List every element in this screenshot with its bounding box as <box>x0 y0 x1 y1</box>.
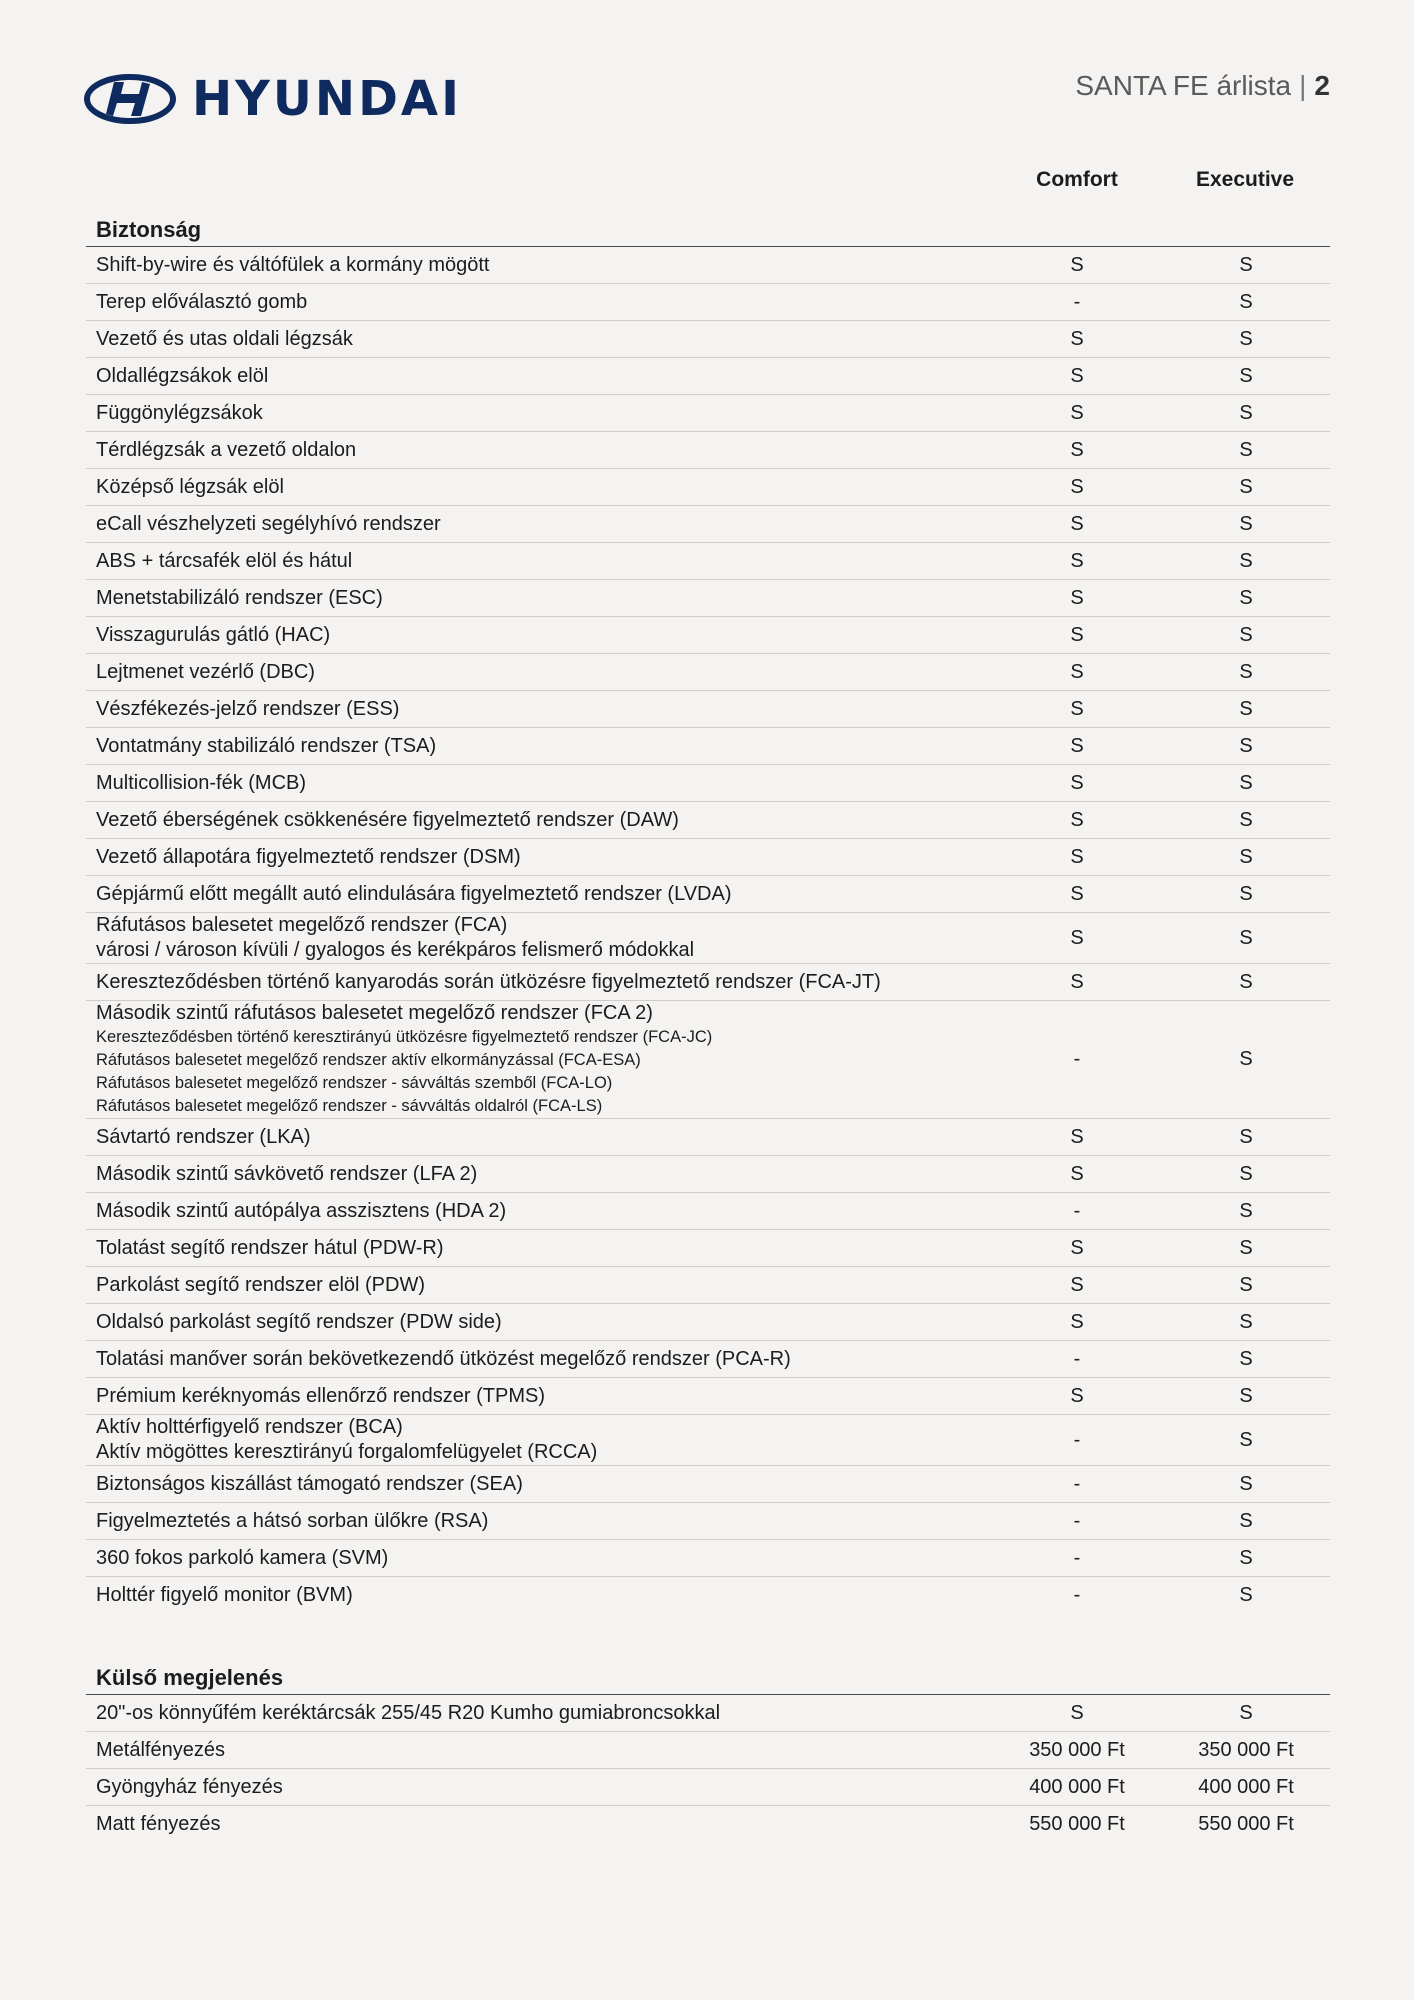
page-header <box>1075 70 1330 102</box>
feature-label: Aktív holttérfigyelő rendszer (BCA) <box>96 1416 403 1439</box>
feature-cell <box>86 913 992 964</box>
comfort-value: S <box>992 765 1162 802</box>
feature-cell <box>86 1732 992 1769</box>
feature-label: 360 fokos parkoló kamera (SVM) <box>96 1546 389 1569</box>
executive-value: S <box>1162 839 1330 876</box>
feature-label: Figyelmeztetés a hátsó sorban ülőkre (RSA) <box>96 1509 489 1532</box>
executive-value: S <box>1162 1001 1330 1119</box>
feature-label: Ráfutásos balesetet megelőző rendszer (FCA) <box>96 914 508 936</box>
table-row <box>86 1577 1330 1614</box>
header-separator: | <box>1299 70 1307 101</box>
feature-cell <box>86 1540 992 1577</box>
feature-cell <box>86 358 992 395</box>
executive-value: S <box>1162 1304 1330 1341</box>
feature-cell <box>86 691 992 728</box>
feature-label: Vezető állapotára figyelmeztető rendszer (DSM) <box>96 845 521 868</box>
comfort-value: S <box>992 543 1162 580</box>
feature-cell <box>86 728 992 765</box>
comfort-value: S <box>992 247 1162 284</box>
table-row <box>86 432 1330 469</box>
table-row <box>86 1193 1330 1230</box>
executive-value: S <box>1162 1378 1330 1415</box>
feature-cell <box>86 839 992 876</box>
table-row <box>86 1415 1330 1466</box>
feature-cell <box>86 580 992 617</box>
executive-value: S <box>1162 1230 1330 1267</box>
table-row <box>86 839 1330 876</box>
comfort-value: S <box>992 395 1162 432</box>
feature-sublabel: Ráfutásos balesetet megelőző rendszer - sávváltás oldalról (FCA-LS) <box>96 1097 603 1116</box>
table-row <box>86 247 1330 284</box>
table-row <box>86 1540 1330 1577</box>
comfort-value: S <box>992 1230 1162 1267</box>
feature-cell <box>86 1503 992 1540</box>
feature-label: Második szintű sávkövető rendszer (LFA 2) <box>96 1162 478 1185</box>
comfort-value: S <box>992 876 1162 913</box>
exterior-table <box>86 1653 1330 1842</box>
comfort-value: S <box>992 1156 1162 1193</box>
feature-cell <box>86 1341 992 1378</box>
comfort-value: S <box>992 617 1162 654</box>
comfort-value: S <box>992 1304 1162 1341</box>
comfort-value: S <box>992 432 1162 469</box>
feature-label: Matt fényezés <box>96 1812 221 1835</box>
executive-value: S <box>1162 1540 1330 1577</box>
feature-cell <box>86 1577 992 1614</box>
feature-label: Vezető éberségének csökkenésére figyelmeztető rendszer (DAW) <box>96 808 679 831</box>
executive-value: S <box>1162 876 1330 913</box>
feature-cell <box>86 1193 992 1230</box>
comfort-value: - <box>992 1466 1162 1503</box>
comfort-value: S <box>992 358 1162 395</box>
feature-cell <box>86 964 992 1001</box>
executive-value: S <box>1162 802 1330 839</box>
comfort-value: - <box>992 1001 1162 1119</box>
feature-label: Tolatást segítő rendszer hátul (PDW-R) <box>96 1236 444 1259</box>
feature-label: Lejtmenet vezérlő (DBC) <box>96 660 315 683</box>
hyundai-emblem-icon <box>84 74 176 124</box>
executive-value: S <box>1162 1695 1330 1732</box>
table-row <box>86 728 1330 765</box>
table-row <box>86 617 1330 654</box>
table-row <box>86 1503 1330 1540</box>
comfort-value: S <box>992 839 1162 876</box>
document-title: SANTA FE árlista <box>1075 70 1292 101</box>
feature-label-line2: Aktív mögöttes keresztirányú forgalomfelügyelet (RCCA) <box>96 1441 598 1464</box>
executive-value: S <box>1162 765 1330 802</box>
comfort-value: - <box>1073 1583 1081 1606</box>
comfort-value: - <box>992 284 1162 321</box>
feature-label: ABS + tárcsafék elöl és hátul <box>96 549 353 572</box>
executive-value: S <box>1162 1267 1330 1304</box>
feature-label: Parkolást segítő rendszer elöl (PDW) <box>96 1273 426 1296</box>
feature-cell <box>86 432 992 469</box>
table-row <box>86 1378 1330 1415</box>
feature-label: Gépjármű előtt megállt autó elindulására figyelmeztető rendszer (LVDA) <box>96 882 732 905</box>
executive-value: S <box>1162 1119 1330 1156</box>
feature-cell <box>86 321 992 358</box>
feature-cell <box>86 1267 992 1304</box>
comfort-value: S <box>992 691 1162 728</box>
feature-cell <box>86 1378 992 1415</box>
executive-value: S <box>1162 617 1330 654</box>
comfort-value: - <box>992 1415 1162 1466</box>
comfort-value: S <box>992 654 1162 691</box>
table-row <box>86 1466 1330 1503</box>
table-row <box>86 964 1330 1001</box>
executive-value: S <box>1162 1503 1330 1540</box>
executive-value: S <box>1162 913 1330 964</box>
table-row <box>86 543 1330 580</box>
table-row <box>86 506 1330 543</box>
feature-sublabel: Ráfutásos balesetet megelőző rendszer aktív elkormányzással (FCA-ESA) <box>96 1051 641 1070</box>
feature-label: Sávtartó rendszer (LKA) <box>96 1125 311 1148</box>
feature-cell <box>86 876 992 913</box>
comfort-value: S <box>992 580 1162 617</box>
comfort-value: S <box>992 1378 1162 1415</box>
feature-label: Metálfényezés <box>96 1738 225 1761</box>
feature-label: Shift-by-wire és váltófülek a kormány mögött <box>96 253 490 276</box>
table-row <box>86 691 1330 728</box>
executive-value: S <box>1162 506 1330 543</box>
comfort-value: S <box>992 1267 1162 1304</box>
comfort-value: S <box>992 913 1162 964</box>
feature-label: Második szintű ráfutásos balesetet megelőző rendszer (FCA 2) <box>96 1002 653 1024</box>
feature-label: Terep előválasztó gomb <box>96 290 308 313</box>
executive-value: S <box>1162 321 1330 358</box>
table-row <box>86 1304 1330 1341</box>
feature-label: Függönylégzsákok <box>96 401 263 424</box>
feature-cell <box>86 247 992 284</box>
table-row <box>86 395 1330 432</box>
table-row <box>86 1119 1330 1156</box>
comfort-value: S <box>992 1695 1162 1732</box>
executive-value: S <box>1162 654 1330 691</box>
feature-label: Multicollision-fék (MCB) <box>96 771 307 794</box>
executive-value: 400 000 Ft <box>1162 1769 1330 1806</box>
feature-label: Vezető és utas oldali légzsák <box>96 327 353 350</box>
executive-value: S <box>1162 247 1330 284</box>
comfort-value: S <box>992 506 1162 543</box>
comfort-value: - <box>992 1540 1162 1577</box>
feature-cell <box>86 617 992 654</box>
table-row <box>86 1001 1330 1119</box>
feature-cell <box>86 1415 992 1466</box>
feature-label: Oldalsó parkolást segítő rendszer (PDW side) <box>96 1310 502 1333</box>
comfort-value: S <box>992 728 1162 765</box>
feature-cell <box>86 802 992 839</box>
feature-sublabel: Ráfutásos balesetet megelőző rendszer - sávváltás szemből (FCA-LO) <box>96 1074 613 1093</box>
table-row <box>86 1695 1330 1732</box>
feature-cell <box>86 1230 992 1267</box>
feature-cell <box>86 654 992 691</box>
feature-label: Vontatmány stabilizáló rendszer (TSA) <box>96 734 437 757</box>
executive-value: S <box>1162 964 1330 1001</box>
feature-cell <box>86 469 992 506</box>
table-row <box>86 358 1330 395</box>
section-title: Biztonság <box>86 205 1330 247</box>
feature-label: Visszagurulás gátló (HAC) <box>96 623 331 646</box>
feature-cell <box>86 1466 992 1503</box>
feature-cell <box>86 1806 992 1843</box>
feature-label: Gyöngyház fényezés <box>96 1775 283 1798</box>
executive-value: S <box>1162 469 1330 506</box>
table-row <box>86 765 1330 802</box>
comfort-value: 350 000 Ft <box>992 1732 1162 1769</box>
table-row <box>86 284 1330 321</box>
table-row <box>86 802 1330 839</box>
feature-label: Térdlégzsák a vezető oldalon <box>96 438 357 461</box>
comfort-value: S <box>992 469 1162 506</box>
feature-label: Kereszteződésben történő kanyarodás során ütközésre figyelmeztető rendszer (FCA-JT) <box>96 970 881 993</box>
executive-value: S <box>1239 1583 1253 1606</box>
feature-cell <box>86 506 992 543</box>
comfort-value: - <box>992 1503 1162 1540</box>
executive-value: S <box>1162 1341 1330 1378</box>
feature-label: Középső légzsák elöl <box>96 475 284 498</box>
comfort-value: 550 000 Ft <box>1029 1812 1125 1835</box>
comfort-value: S <box>992 321 1162 358</box>
table-row <box>86 1156 1330 1193</box>
table-row <box>86 1267 1330 1304</box>
feature-cell <box>86 395 992 432</box>
comfort-value: S <box>992 964 1162 1001</box>
section-header-row <box>86 1653 1330 1695</box>
safety-table <box>86 205 1330 1613</box>
comfort-value: S <box>992 1119 1162 1156</box>
feature-cell <box>86 1769 992 1806</box>
executive-value: S <box>1162 358 1330 395</box>
feature-cell <box>86 543 992 580</box>
table-row <box>86 469 1330 506</box>
executive-value: S <box>1162 543 1330 580</box>
feature-cell <box>86 1001 992 1119</box>
executive-value: S <box>1162 691 1330 728</box>
column-header-comfort: Comfort <box>1036 168 1118 191</box>
brand-wordmark: HYUNDAI <box>192 71 462 127</box>
feature-cell <box>86 284 992 321</box>
executive-value: S <box>1162 432 1330 469</box>
executive-value: 550 000 Ft <box>1198 1812 1294 1835</box>
section-title: Külső megjelenés <box>86 1653 1330 1695</box>
feature-label: Prémium keréknyomás ellenőrző rendszer (TPMS) <box>96 1384 546 1407</box>
comfort-value: 400 000 Ft <box>992 1769 1162 1806</box>
executive-value: S <box>1162 1156 1330 1193</box>
feature-label: Biztonságos kiszállást támogató rendszer (SEA) <box>96 1472 523 1495</box>
executive-value: S <box>1162 284 1330 321</box>
feature-label: eCall vészhelyzeti segélyhívó rendszer <box>96 512 441 535</box>
feature-sublabel: Kereszteződésben történő keresztirányú ütközésre figyelmeztető rendszer (FCA-JC) <box>96 1028 713 1046</box>
feature-cell <box>86 1156 992 1193</box>
executive-value: S <box>1162 395 1330 432</box>
comfort-value: - <box>992 1341 1162 1378</box>
feature-label: Holttér figyelő monitor (BVM) <box>96 1583 353 1606</box>
table-row <box>86 321 1330 358</box>
comfort-value: S <box>992 802 1162 839</box>
feature-label-line2: városi / városon kívüli / gyalogos és kerékpáros felismerő módokkal <box>96 939 695 961</box>
executive-value: S <box>1162 1415 1330 1466</box>
table-row <box>86 654 1330 691</box>
feature-label: Tolatási manőver során bekövetkezendő ütközést megelőző rendszer (PCA-R) <box>96 1347 791 1370</box>
table-row <box>86 1806 1330 1843</box>
hyundai-logo <box>84 71 462 127</box>
comfort-value: - <box>992 1193 1162 1230</box>
executive-value: 350 000 Ft <box>1162 1732 1330 1769</box>
feature-cell <box>86 1119 992 1156</box>
feature-label: Második szintű autópálya asszisztens (HDA 2) <box>96 1199 507 1222</box>
table-row <box>86 1732 1330 1769</box>
table-row <box>86 1769 1330 1806</box>
table-row <box>86 913 1330 964</box>
table-row <box>86 580 1330 617</box>
executive-value: S <box>1162 1466 1330 1503</box>
table-row <box>86 876 1330 913</box>
feature-label: Vészfékezés-jelző rendszer (ESS) <box>96 697 400 720</box>
executive-value: S <box>1162 580 1330 617</box>
feature-cell <box>86 1304 992 1341</box>
table-row <box>86 1230 1330 1267</box>
feature-cell <box>86 1695 992 1732</box>
column-header-executive: Executive <box>1195 168 1295 191</box>
table-row <box>86 1341 1330 1378</box>
feature-cell <box>86 765 992 802</box>
feature-label: 20"-os könnyűfém keréktárcsák 255/45 R20 Kumho gumiabroncsokkal <box>96 1701 721 1724</box>
feature-label: Menetstabilizáló rendszer (ESC) <box>96 586 383 609</box>
page-number: 2 <box>1314 70 1330 101</box>
executive-value: S <box>1162 728 1330 765</box>
feature-label: Oldallégzsákok elöl <box>96 364 269 387</box>
executive-value: S <box>1162 1193 1330 1230</box>
section-header-row <box>86 205 1330 247</box>
